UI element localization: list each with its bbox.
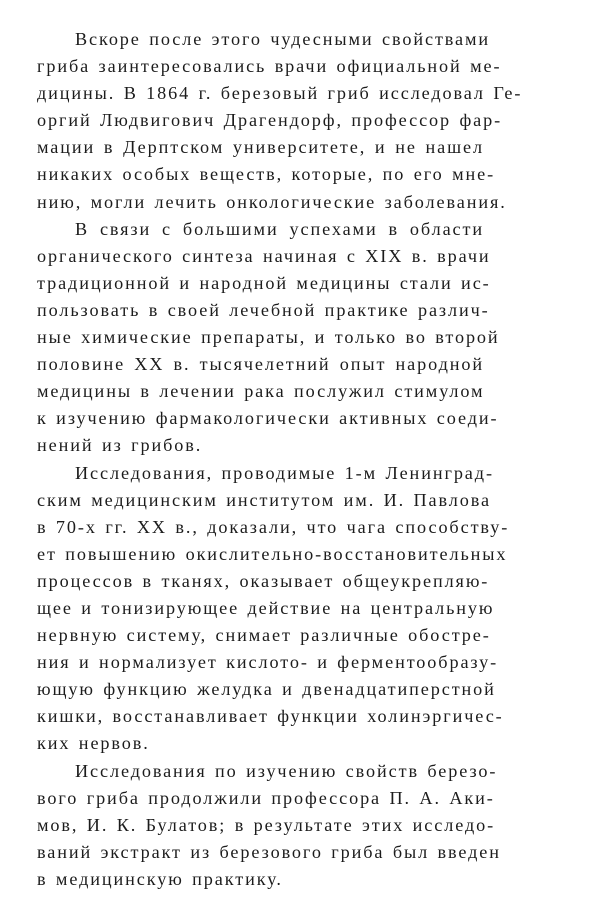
text-line: органического синтеза начиная с XIX в. врачи [37, 245, 491, 266]
text-line: медицины в лечении рака послужил стимулом [37, 381, 485, 402]
paragraph-2 [37, 216, 500, 460]
text-line: мов, И. К. Булатов; в результате этих исследо- [37, 814, 496, 835]
text-line: ющую функцию желудка и двенадцатиперстной [37, 679, 496, 700]
text-line: нервную систему, снимает различные обостре- [37, 625, 491, 646]
paragraph-3 [37, 460, 510, 758]
document-page [37, 26, 523, 893]
text-line: пользовать в своей лечебной практике различ- [37, 299, 490, 320]
text-line: ваний экстракт из березового гриба был введен [37, 841, 501, 862]
text-line: гриба заинтересовались врачи официальной ме- [37, 56, 502, 77]
text-line: ским медицинским институтом им. И. Павлова [37, 489, 491, 510]
text-line: дицины. В 1864 г. березовый гриб исследовал Ге- [37, 83, 523, 104]
paragraph-4 [37, 758, 501, 893]
text-line: процессов в тканях, оказывает общеукрепляю- [37, 570, 490, 591]
text-line: традиционной и народной медицины стали ис- [37, 272, 491, 293]
text-line: половине XX в. тысячелетний опыт народной [37, 354, 484, 375]
text-line: ния и нормализует кислото- и ферментообразу- [37, 652, 499, 673]
text-line: нений из грибов. [37, 435, 203, 456]
text-line: кишки, восстанавливает функции холинэргичес- [37, 706, 504, 727]
text-line: ет повышению окислительно-восстановительных [37, 543, 508, 564]
text-line: к изучению фармакологически активных соеди- [37, 408, 499, 429]
text-line: в медицинскую практику. [37, 868, 283, 889]
text-line: Вскоре после этого чудесными свойствами [75, 29, 491, 49]
paragraph-1 [37, 26, 523, 216]
text-line: В связи с большими успехами в области [75, 218, 484, 239]
text-line: Исследования по изучению свойств березо- [75, 760, 498, 781]
text-line: щее и тонизирующее действие на центральную [37, 597, 495, 618]
text-line: Исследования, проводимые 1-м Ленинград- [75, 462, 494, 483]
text-line: мации в Дерптском университете, и не нашел [37, 137, 484, 158]
text-line: ких нервов. [37, 733, 150, 754]
text-line: в 70-х гг. XX в., доказали, что чага способству- [37, 516, 510, 537]
text-line: вого гриба продолжили профессора П. А. Аки- [37, 787, 495, 808]
text-line: ные химические препараты, и только во второй [37, 327, 500, 348]
text-line: нию, могли лечить онкологические заболевания. [37, 191, 507, 212]
text-line: никаких особых веществ, которые, по его мне- [37, 164, 496, 185]
text-line: оргий Людвигович Драгендорф, профессор фар- [37, 110, 503, 131]
